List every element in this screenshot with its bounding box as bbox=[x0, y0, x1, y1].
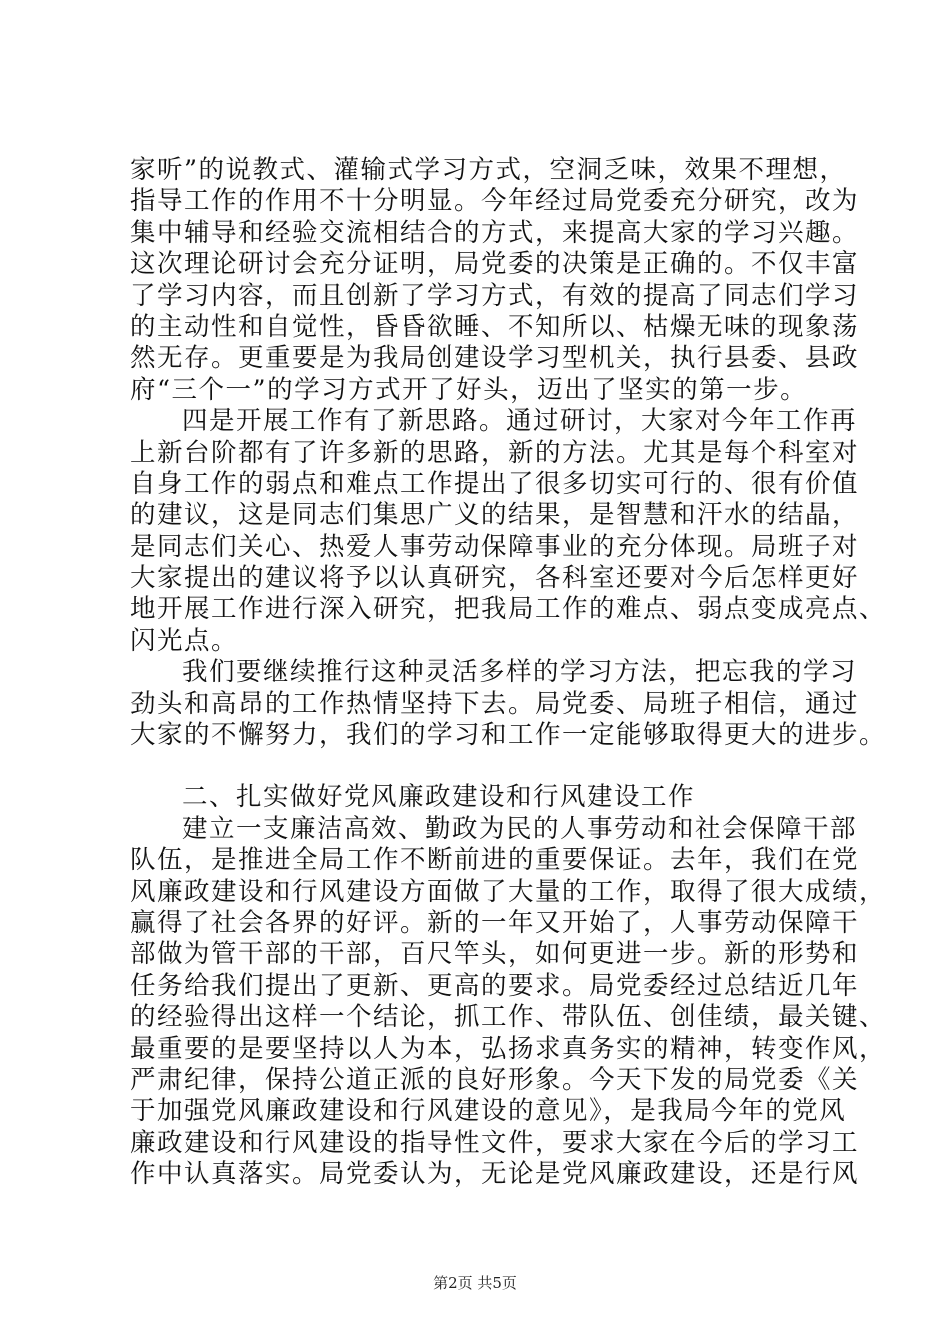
text-line: 家听”的说教式、灌输式学习方式，空洞乏味，效果不理想， bbox=[130, 155, 847, 185]
text-line: 严肃纪律，保持公道正派的良好形象。今天下发的局党委《关 bbox=[130, 1064, 860, 1095]
text-line: 大家提出的建议将予以认真研究，各科室还要对今后怎样更好 bbox=[130, 563, 860, 594]
text-line: 自身工作的弱点和难点工作提出了很多切实可行的、很有价值 bbox=[130, 468, 860, 499]
text-line: 是同志们关心、热爱人事劳动保障事业的充分体现。局班子对 bbox=[130, 531, 860, 562]
text-line: 大家的不懈努力，我们的学习和工作一定能够取得更大的进步。 bbox=[130, 720, 887, 751]
text-line: 然无存。更重要是为我局创建设学习型机关，执行县委、县政 bbox=[130, 343, 860, 374]
text-line: 四是开展工作有了新思路。通过研讨，大家对今年工作再 bbox=[182, 406, 858, 437]
document-body bbox=[130, 155, 887, 1191]
text-line: 了学习内容，而且创新了学习方式，有效的提高了同志们学习 bbox=[130, 280, 860, 311]
paragraph-3 bbox=[130, 657, 887, 751]
text-line: 集中辅导和经验交流相结合的方式，来提高大家的学习兴趣。 bbox=[130, 217, 860, 248]
text-line: 闪光点。 bbox=[130, 625, 239, 656]
paragraph-2 bbox=[130, 406, 887, 657]
text-line: 我们要继续推行这种灵活多样的学习方法，把忘我的学习 bbox=[182, 657, 858, 688]
text-line: 的建议，这是同志们集思广义的结果，是智慧和汗水的结晶， bbox=[130, 500, 860, 531]
text-line: 这次理论研讨会充分证明，局党委的决策是正确的。不仅丰富 bbox=[130, 249, 860, 280]
text-line: 府“三个一”的学习方式开了好头，迈出了坚实的第一步。 bbox=[130, 374, 808, 405]
text-line: 廉政建设和行风建设的指导性文件，要求大家在今后的学习工 bbox=[130, 1127, 860, 1158]
text-line: 的经验得出这样一个结论，抓工作、带队伍、创佳绩，最关键、 bbox=[130, 1002, 887, 1033]
text-line: 作中认真落实。局党委认为，无论是党风廉政建设，还是行风 bbox=[130, 1159, 860, 1190]
text-line: 于加强党风廉政建设和行风建设的意见》，是我局今年的党风 bbox=[130, 1096, 847, 1127]
paragraph-1 bbox=[130, 155, 860, 406]
page-number-footer: 第2页 共5页 bbox=[433, 1274, 517, 1292]
section-spacer bbox=[130, 751, 830, 782]
text-line: 赢得了社会各界的好评。新的一年又开始了，人事劳动保障干 bbox=[130, 907, 860, 938]
text-line: 地开展工作进行深入研究，把我局工作的难点、弱点变成亮点、 bbox=[130, 594, 887, 625]
text-line: 部做为管干部的干部，百尺竿头，如何更进一步。新的形势和 bbox=[130, 939, 860, 970]
text-line: 指导工作的作用不十分明显。今年经过局党委充分研究，改为 bbox=[130, 186, 860, 217]
text-line: 上新台阶都有了许多新的思路，新的方法。尤其是每个科室对 bbox=[130, 437, 860, 468]
text-line: 任务给我们提出了更新、更高的要求。局党委经过总结近几年 bbox=[130, 970, 860, 1001]
paragraph-4 bbox=[130, 813, 887, 1191]
text-line: 劲头和高昂的工作热情坚持下去。局党委、局班子相信，通过 bbox=[130, 688, 860, 719]
text-line: 建立一支廉洁高效、勤政为民的人事劳动和社会保障干部 bbox=[182, 813, 858, 844]
section-heading: 二、扎实做好党风廉政建设和行风建设工作 bbox=[182, 782, 696, 813]
text-line: 的主动性和自觉性，昏昏欲睡、不知所以、枯燥无味的现象荡 bbox=[130, 311, 860, 342]
text-line: 最重要的是要坚持以人为本，弘扬求真务实的精神，转变作风， bbox=[130, 1033, 887, 1064]
text-line: 队伍，是推进全局工作不断前进的重要保证。去年，我们在党 bbox=[130, 845, 860, 876]
text-line: 风廉政建设和行风建设方面做了大量的工作，取得了很大成绩， bbox=[130, 876, 887, 907]
